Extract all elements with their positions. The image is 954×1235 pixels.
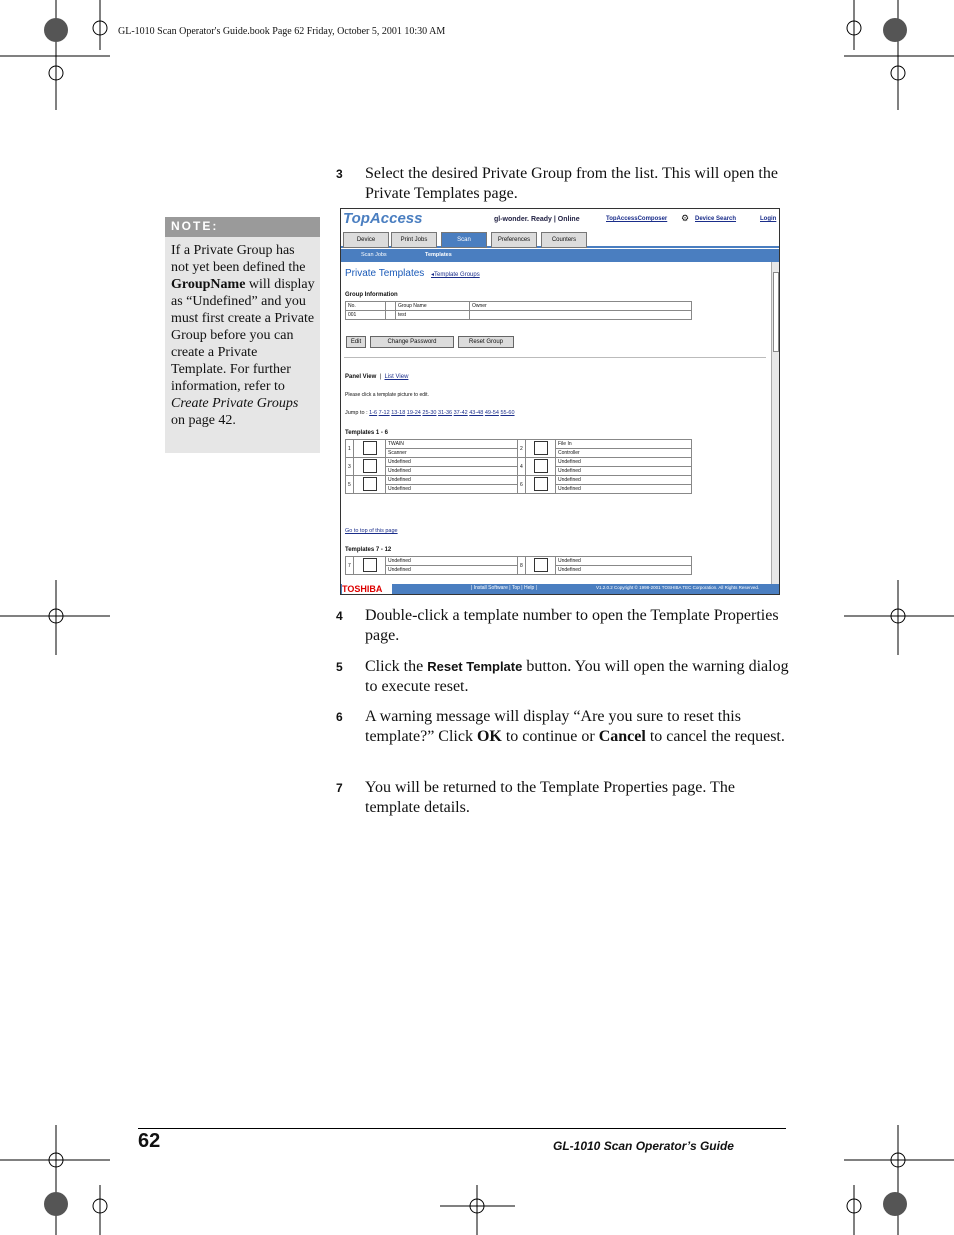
group-cell-owner bbox=[470, 311, 692, 320]
blank-template-icon bbox=[534, 477, 548, 491]
tab-counters[interactable]: Counters bbox=[541, 232, 587, 248]
scanner-icon bbox=[363, 441, 377, 455]
step-6-text-a: A warning message will display “Are you sure to reset this template?” Click bbox=[365, 708, 741, 745]
template-3-line1: Undefined bbox=[386, 458, 518, 467]
template-number-4[interactable]: 4 bbox=[518, 458, 526, 476]
jump-link-37-42[interactable]: 37-42 bbox=[453, 410, 468, 416]
templates-1-6-table bbox=[345, 439, 692, 494]
step-number: 3 bbox=[336, 167, 343, 181]
tab-scan[interactable]: Scan bbox=[441, 232, 487, 248]
guide-title: GL-1010 Scan Operator’s Guide bbox=[553, 1139, 734, 1153]
edit-button[interactable]: Edit bbox=[346, 336, 366, 348]
template-number-1[interactable]: 1 bbox=[346, 440, 354, 458]
template-number-7[interactable]: 7 bbox=[346, 557, 354, 575]
template-7-line2: Undefined bbox=[386, 566, 518, 575]
step-6-text-b: to continue or bbox=[505, 728, 595, 745]
topaccess-header bbox=[341, 209, 779, 233]
template-icon-4[interactable] bbox=[526, 458, 556, 476]
template-icon-2[interactable] bbox=[526, 440, 556, 458]
device-search-link[interactable]: Device Search bbox=[695, 216, 737, 222]
reset-template-ui-term: Reset Template bbox=[427, 659, 523, 674]
template-8-line2: Undefined bbox=[556, 566, 692, 575]
device-status: gl-wonder. Ready | Online bbox=[494, 216, 580, 223]
note-bold-term: GroupName bbox=[171, 277, 246, 292]
template-icon-3[interactable] bbox=[354, 458, 386, 476]
template-icon-1[interactable] bbox=[354, 440, 386, 458]
group-info-table bbox=[345, 301, 692, 320]
template-4-line1: Undefined bbox=[556, 458, 692, 467]
tab-print-jobs[interactable]: Print Jobs bbox=[391, 232, 437, 248]
jump-link-13-18[interactable]: 13-18 bbox=[391, 410, 406, 416]
footer-rule bbox=[138, 1128, 786, 1129]
panel-view-label: Panel View bbox=[345, 374, 377, 380]
group-cell-no: 001 bbox=[346, 311, 386, 320]
templates-1-6-label: Templates 1 - 6 bbox=[345, 430, 388, 436]
footer-links[interactable]: | Install Software | Top | Help | bbox=[471, 585, 537, 591]
template-groups-link[interactable]: ◂Template Groups bbox=[431, 272, 480, 278]
template-8-line1: Undefined bbox=[556, 557, 692, 566]
templates-7-12-label: Templates 7 - 12 bbox=[345, 547, 392, 553]
jump-link-43-48[interactable]: 43-48 bbox=[469, 410, 484, 416]
template-6-line2: Undefined bbox=[556, 485, 692, 494]
template-2-line2: Controller bbox=[556, 449, 692, 458]
template-number-6[interactable]: 6 bbox=[518, 476, 526, 494]
group-header-spacer bbox=[386, 302, 396, 311]
sub-nav bbox=[341, 249, 779, 262]
topaccess-composer-link[interactable]: TopAccessComposer bbox=[606, 216, 668, 222]
note-text-3: on page 42. bbox=[171, 413, 236, 428]
subnav-scan-jobs[interactable]: Scan Jobs bbox=[361, 252, 387, 258]
tab-preferences[interactable]: Preferences bbox=[491, 232, 537, 248]
step-number: 4 bbox=[336, 609, 343, 623]
step-text bbox=[365, 657, 790, 697]
template-number-2[interactable]: 2 bbox=[518, 440, 526, 458]
note-cross-reference: Create Private Groups bbox=[171, 396, 299, 411]
template-5-line2: Undefined bbox=[386, 485, 518, 494]
jump-link-55-60[interactable]: 55-60 bbox=[500, 410, 515, 416]
step-text bbox=[365, 707, 790, 747]
group-header-owner: Owner bbox=[470, 302, 692, 311]
group-cell-spacer bbox=[386, 311, 396, 320]
list-view-link[interactable]: List View bbox=[384, 374, 409, 380]
book-header: GL-1010 Scan Operator's Guide.book Page 62 Friday, October 5, 2001 10:30 AM bbox=[118, 26, 446, 37]
step-text: You will be returned to the Template Properties page. The template details. bbox=[365, 779, 735, 816]
view-separator: | bbox=[377, 374, 383, 380]
template-icon-7[interactable] bbox=[354, 557, 386, 575]
template-icon-6[interactable] bbox=[526, 476, 556, 494]
subnav-templates[interactable]: Templates bbox=[425, 252, 452, 258]
jump-link-25-30[interactable]: 25-30 bbox=[422, 410, 437, 416]
jump-to-bar bbox=[345, 410, 515, 416]
jump-link-19-24[interactable]: 19-24 bbox=[406, 410, 421, 416]
template-number-5[interactable]: 5 bbox=[346, 476, 354, 494]
blank-template-icon bbox=[363, 558, 377, 572]
tab-device[interactable]: Device bbox=[343, 232, 389, 248]
step-number: 7 bbox=[336, 781, 343, 795]
jump-link-1-6[interactable]: 1-6 bbox=[369, 410, 378, 416]
view-switch bbox=[345, 374, 408, 380]
page-number: 62 bbox=[138, 1130, 161, 1152]
cancel-term: Cancel bbox=[598, 728, 646, 745]
step-text: Double-click a template number to open the Template Properties page. bbox=[365, 607, 779, 644]
templates-7-12-table bbox=[345, 556, 692, 575]
file-icon bbox=[534, 441, 548, 455]
blank-template-icon bbox=[363, 477, 377, 491]
reset-group-button[interactable]: Reset Group bbox=[458, 336, 514, 348]
device-search-icon: ⚙ bbox=[681, 213, 690, 223]
template-number-3[interactable]: 3 bbox=[346, 458, 354, 476]
step-5-text-a: Click the bbox=[365, 658, 424, 675]
template-5-line1: Undefined bbox=[386, 476, 518, 485]
blank-template-icon bbox=[534, 459, 548, 473]
note-box bbox=[165, 217, 320, 453]
group-header-no: No. bbox=[346, 302, 386, 311]
ok-term: OK bbox=[476, 728, 502, 745]
divider bbox=[344, 357, 766, 358]
topaccess-footer bbox=[341, 584, 779, 594]
step-number: 6 bbox=[336, 710, 343, 724]
jump-label: Jump to : bbox=[345, 410, 368, 416]
scrollbar-thumb[interactable] bbox=[773, 272, 779, 352]
topaccess-logo: TopAccess bbox=[343, 210, 423, 227]
jump-link-49-54[interactable]: 49-54 bbox=[484, 410, 499, 416]
vertical-scrollbar[interactable] bbox=[771, 262, 779, 584]
main-tabs bbox=[341, 232, 779, 248]
template-number-8[interactable]: 8 bbox=[518, 557, 526, 575]
change-password-button[interactable]: Change Password bbox=[370, 336, 454, 348]
template-3-line2: Undefined bbox=[386, 467, 518, 476]
note-text-1: If a Private Group has not yet been defined the bbox=[171, 243, 306, 275]
note-text bbox=[165, 237, 320, 429]
go-to-top-link[interactable]: Go to top of this page bbox=[345, 528, 398, 534]
blank-template-icon bbox=[534, 558, 548, 572]
group-info-label: Group Information bbox=[345, 292, 398, 298]
blank-template-icon bbox=[363, 459, 377, 473]
topaccess-screenshot bbox=[340, 208, 780, 595]
instruction-text: Please click a template picture to edit. bbox=[345, 392, 429, 398]
step-6-text-c: to cancel the request. bbox=[649, 728, 785, 745]
step-number: 5 bbox=[336, 660, 343, 674]
step-text: Select the desired Private Group from the list. This will open the Private Templates page. bbox=[365, 165, 778, 202]
footer-copyright: V1.2.0.2 Copyright © 1998-2001 TOSHIBA TEC Corporation. All Rights Reserved. bbox=[596, 585, 760, 590]
step-5-text-b: button. You will open the warning dialog to execute reset. bbox=[365, 658, 789, 695]
template-2-line1: File In bbox=[556, 440, 692, 449]
group-header-name: Group Name bbox=[396, 302, 470, 311]
jump-link-31-36[interactable]: 31-36 bbox=[438, 410, 453, 416]
template-icon-8[interactable] bbox=[526, 557, 556, 575]
note-heading: NOTE: bbox=[165, 217, 320, 237]
template-4-line2: Undefined bbox=[556, 467, 692, 476]
template-icon-5[interactable] bbox=[354, 476, 386, 494]
template-6-line1: Undefined bbox=[556, 476, 692, 485]
group-cell-name: test bbox=[396, 311, 470, 320]
template-1-line1: TWAIN bbox=[386, 440, 518, 449]
page-title: Private Templates bbox=[345, 268, 425, 279]
login-link[interactable]: Login bbox=[760, 216, 777, 222]
toshiba-logo: TOSHIBA bbox=[342, 584, 392, 594]
template-7-line1: Undefined bbox=[386, 557, 518, 566]
template-1-line2: Scanner bbox=[386, 449, 518, 458]
jump-link-7-12[interactable]: 7-12 bbox=[378, 410, 390, 416]
note-text-2: will display as “Undefined” and you must first create a Private Group before you can create a Private Template. For further information, refer to bbox=[171, 277, 315, 394]
